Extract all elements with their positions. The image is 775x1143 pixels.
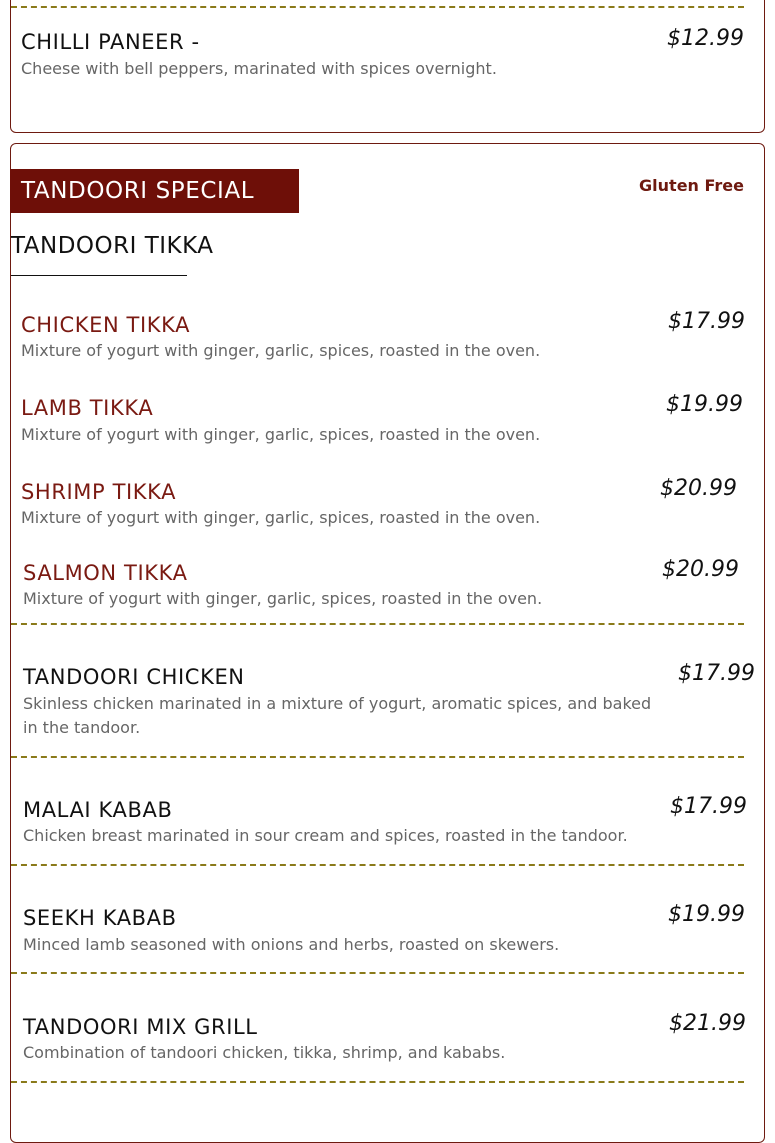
item-description: Mixture of yogurt with ginger, garlic, spices, roasted in the oven.	[21, 425, 541, 444]
item-name: CHILLI PANEER -	[21, 30, 200, 54]
item-price: $20.99	[662, 557, 739, 582]
divider	[11, 6, 744, 8]
item-name: MALAI KABAB	[23, 798, 173, 822]
item-description: Skinless chicken marinated in a mixture of yogurt, aromatic spices, and baked in the tandoor.	[23, 694, 652, 737]
item-description: Combination of tandoori chicken, tikka, shrimp, and kababs.	[23, 1043, 506, 1062]
item-price: $19.99	[666, 392, 743, 417]
gluten-free-badge: Gluten Free	[639, 176, 744, 195]
tandoori-section-card	[10, 143, 765, 1143]
item-description: Mixture of yogurt with ginger, garlic, spices, roasted in the oven.	[21, 508, 541, 527]
item-description: Minced lamb seasoned with onions and herbs, roasted on skewers.	[23, 935, 560, 954]
item-name: CHICKEN TIKKA	[21, 313, 191, 337]
divider	[11, 1081, 744, 1083]
item-name: SALMON TIKKA	[23, 561, 188, 585]
divider	[11, 756, 744, 758]
subheading-underline	[11, 275, 187, 276]
item-name: LAMB TIKKA	[21, 396, 154, 420]
item-description: Mixture of yogurt with ginger, garlic, spices, roasted in the oven.	[21, 341, 541, 360]
item-name: TANDOORI MIX GRILL	[23, 1015, 258, 1039]
item-name: SEEKH KABAB	[23, 906, 177, 930]
item-price: $20.99	[660, 476, 737, 501]
item-description: Cheese with bell peppers, marinated with spices overnight.	[21, 59, 497, 78]
item-name: TANDOORI CHICKEN	[23, 665, 245, 689]
subheading: TANDOORI TIKKA	[11, 233, 214, 259]
item-description: Mixture of yogurt with ginger, garlic, spices, roasted in the oven.	[23, 589, 543, 608]
section-title: TANDOORI SPECIAL	[10, 169, 299, 213]
item-price: $17.99	[678, 661, 755, 686]
item-price: $21.99	[669, 1011, 746, 1036]
item-name: SHRIMP TIKKA	[21, 480, 177, 504]
item-price: $17.99	[668, 309, 745, 334]
item-description: Chicken breast marinated in sour cream and spices, roasted in the tandoor.	[23, 826, 628, 845]
item-price: $17.99	[670, 794, 747, 819]
divider	[11, 972, 744, 974]
item-price: $12.99	[667, 26, 744, 51]
divider	[11, 623, 744, 625]
divider	[11, 864, 744, 866]
item-price: $19.99	[668, 902, 745, 927]
